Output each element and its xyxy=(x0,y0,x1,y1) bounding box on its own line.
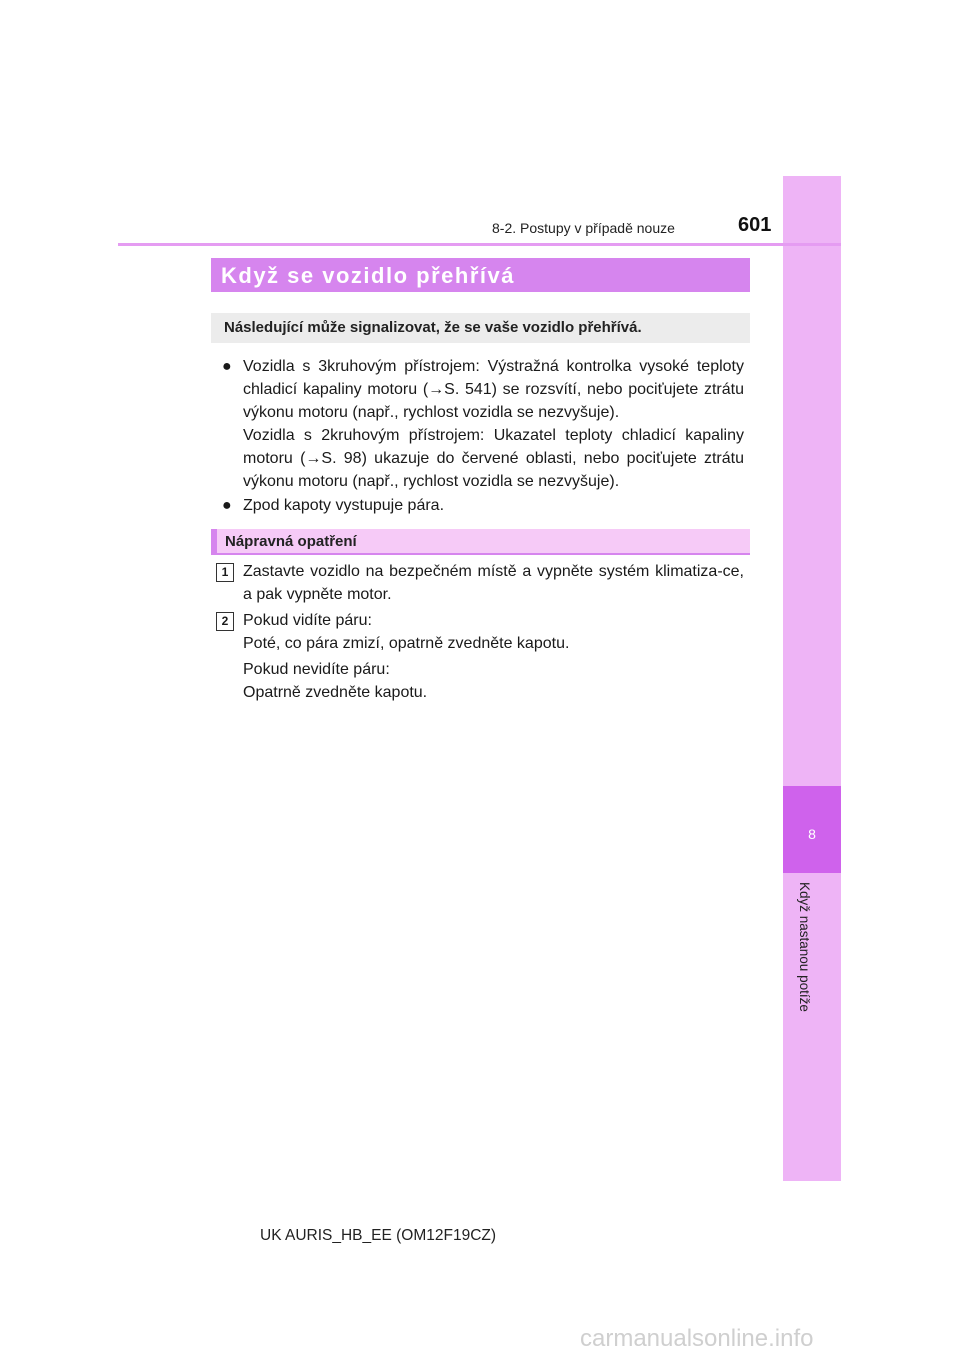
step-2-line-1: Pokud vidíte páru: xyxy=(243,612,372,629)
step-1-text: Zastavte vozidlo na bezpečném místě a vypněte systém klimatiza-ce, a pak vypněte motor. xyxy=(243,563,744,603)
remedy-heading: Nápravná opatření xyxy=(225,533,357,550)
step-2-line-2: Poté, co pára zmizí, opatrně zvedněte kapotu. xyxy=(243,635,570,652)
step-2-line-3: Pokud nevidíte páru: xyxy=(243,661,390,678)
manual-code: UK AURIS_HB_EE (OM12F19CZ) xyxy=(260,1227,497,1244)
intro-box xyxy=(211,313,750,343)
section-heading: 8-2. Postupy v případě nouze xyxy=(492,220,675,236)
page-number: 601 xyxy=(738,214,772,236)
page-title: Když se vozidlo přehřívá xyxy=(221,263,515,288)
header-divider xyxy=(118,243,841,246)
bullet-text-2: Zpod kapoty vystupuje pára. xyxy=(243,497,445,514)
heading-accent xyxy=(211,529,217,555)
page-title-bar xyxy=(211,258,750,292)
chapter-side-tab xyxy=(783,176,841,1181)
step-2-line-4: Opatrně zvedněte kapotu. xyxy=(243,684,428,701)
chapter-number: 8 xyxy=(808,826,816,842)
intro-text: Následující může signalizovat, že se vaše vozidlo přehřívá. xyxy=(224,319,642,336)
bullet-text-1a: Vozidla s 3kruhovým přístrojem: Výstražná kontrolka vysoké teploty chladicí kapaliny motoru (→S. 541) se rozsvítí, nebo pociťujete ztrátu výkonu motoru (např., rychlost vozidla se nezvyšuje). xyxy=(243,358,744,421)
chapter-title: Když nastanou potíže xyxy=(797,882,812,1012)
step-number-badge: 2 xyxy=(216,612,234,631)
step-number-badge: 1 xyxy=(216,563,234,582)
bullet-icon: ● xyxy=(222,497,232,514)
bullet-icon: ● xyxy=(222,358,232,375)
watermark: carmanualsonline.info xyxy=(580,1325,814,1352)
remedy-heading-bar xyxy=(211,529,750,555)
bullet-text-1b: Vozidla s 2kruhovým přístrojem: Ukazatel teploty chladicí kapaliny motoru (→S. 98) ukazuje do červené oblasti, nebo pociťujete ztrátu výkonu motoru (např., rychlost vozidla se nezvyšuje). xyxy=(243,427,744,490)
